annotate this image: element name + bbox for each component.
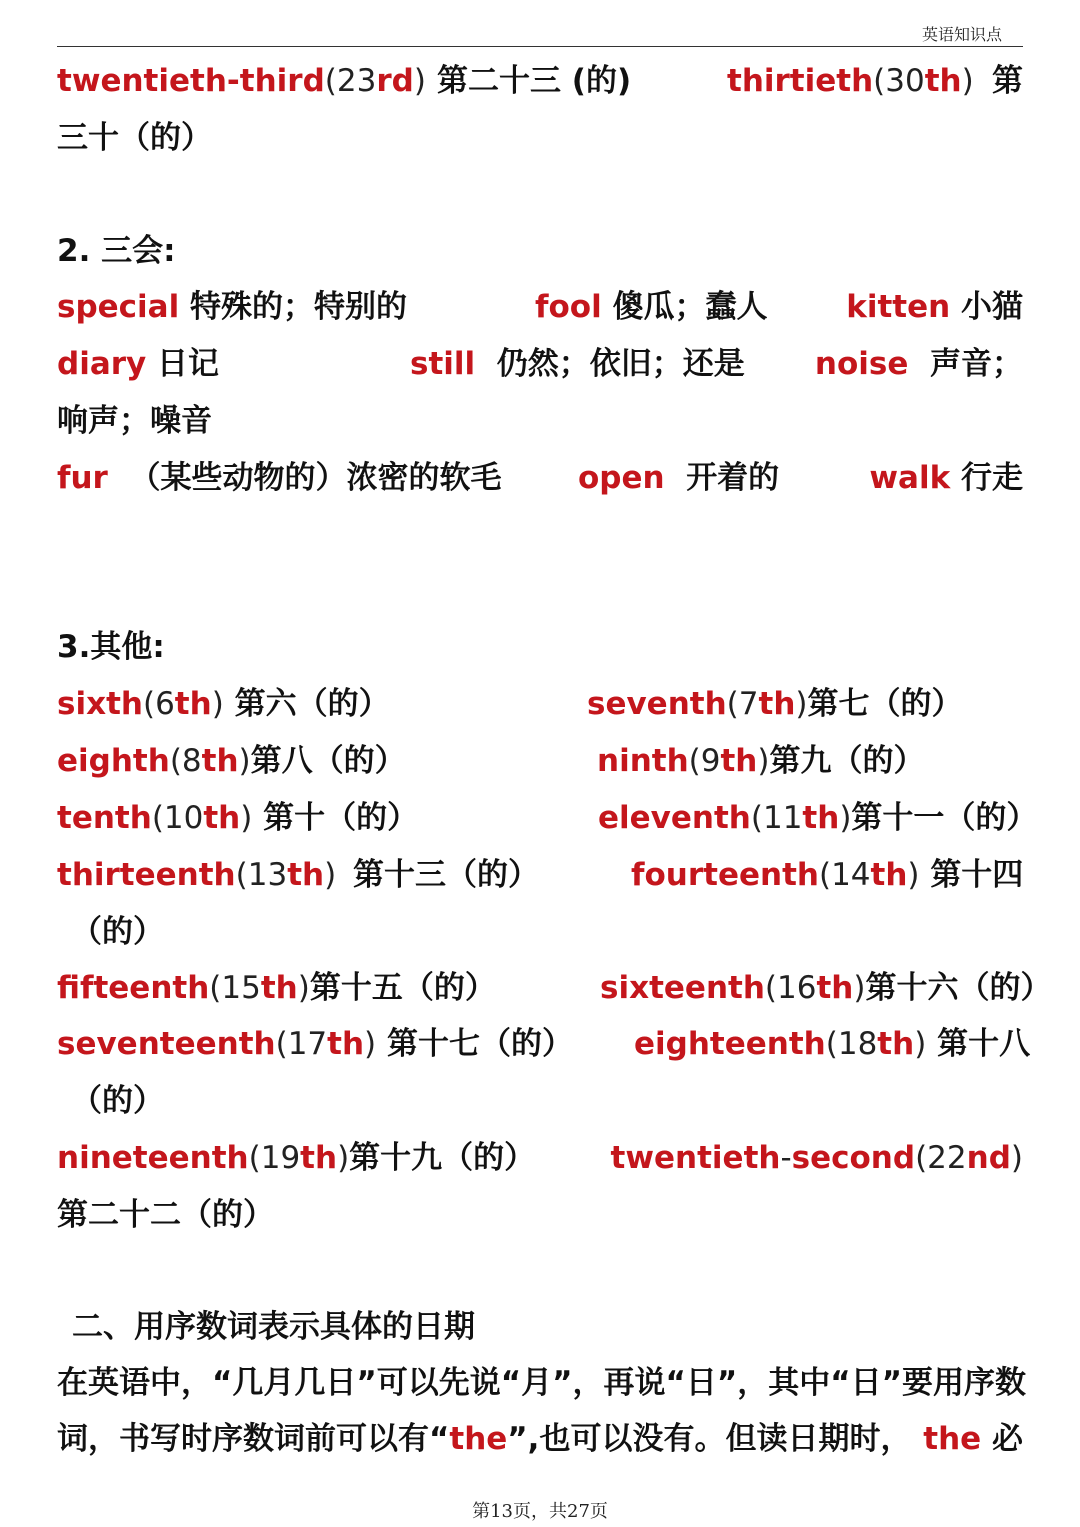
word-en: walk: [869, 460, 951, 496]
paren: ): [240, 800, 253, 836]
word-en: twentieth: [610, 1140, 781, 1176]
word-en: seventeenth: [57, 1026, 276, 1062]
paragraph-text: 词，书写时序数词前可以有“: [57, 1421, 450, 1457]
word-cn: 傻瓜；蠢人: [612, 289, 768, 325]
ordinal-entry: [57, 965, 496, 1011]
word-en: second: [791, 1140, 916, 1176]
hyphen: -: [780, 1140, 792, 1176]
word-en: eighth: [57, 743, 170, 779]
word-en: fifteenth: [57, 970, 210, 1006]
section-heading-dates: 二、用序数词表示具体的日期: [72, 1309, 475, 1345]
wrap-line: [57, 1192, 1023, 1238]
word-en: sixth: [57, 686, 143, 722]
suffix: th: [260, 970, 298, 1006]
suffix: th: [201, 743, 239, 779]
word-cn: （的）: [71, 914, 164, 950]
wrap-line: [57, 1078, 1023, 1124]
word-cn: 三十（的）: [57, 120, 212, 156]
ordinal-entry: [598, 795, 1037, 841]
paren: ): [853, 970, 866, 1006]
suffix: nd: [966, 1140, 1011, 1176]
number: (23: [324, 63, 377, 99]
word-en: tenth: [57, 800, 152, 836]
word-cn: 第: [992, 63, 1023, 99]
ordinal-entry: [587, 681, 963, 727]
number: (22: [915, 1140, 967, 1176]
number: (7: [726, 686, 759, 722]
vocab-entry: [869, 455, 1023, 501]
word-cn: （的）: [71, 1083, 164, 1119]
ordinal-entry: [57, 852, 336, 898]
word-cn: 第六（的）: [234, 686, 390, 722]
ordinal-entry: [57, 738, 406, 784]
word-cn: 仍然；依旧；还是: [496, 346, 745, 382]
word-en: still: [410, 346, 476, 382]
ordinal-line-23-30: [57, 58, 1023, 104]
ordinal-row: [57, 1021, 1031, 1067]
ordinal-entry: [57, 681, 390, 727]
wrap-line: [57, 398, 1023, 444]
vocab-row: [57, 455, 1023, 501]
vocab-entry: [410, 341, 745, 387]
suffix: th: [327, 1026, 365, 1062]
paragraph-tail: [923, 1416, 1023, 1462]
number: (8: [169, 743, 202, 779]
paren: ): [795, 686, 808, 722]
word-en: special: [57, 289, 180, 325]
word-cn: 响声；噪音: [57, 403, 212, 439]
number: (15: [209, 970, 261, 1006]
word-en: eighteenth: [634, 1026, 826, 1062]
keyword-the: the: [923, 1421, 982, 1457]
word-cn: 第七（的）: [807, 686, 963, 722]
vocab-entry: [57, 455, 501, 501]
paren: ): [961, 63, 974, 99]
ordinal-entry: [631, 852, 1023, 898]
section-heading-3: 3.其他:: [57, 629, 165, 665]
paragraph-text: ”,也可以没有。但读日期时，: [507, 1421, 912, 1457]
number: (10: [151, 800, 204, 836]
paragraph-text: 必: [992, 1421, 1023, 1457]
suffix: th: [877, 1026, 915, 1062]
paren: ): [413, 63, 426, 99]
ordinal-entry: [600, 965, 1051, 1011]
ordinal-entry-30th: [727, 58, 974, 104]
vocab-entry: [578, 455, 779, 501]
wrap-line: [57, 909, 1023, 955]
number: (17: [275, 1026, 328, 1062]
number: (11: [750, 800, 803, 836]
paren: ): [364, 1026, 377, 1062]
vocab-entry: [815, 341, 1023, 387]
word-cn: 第八（的）: [250, 743, 406, 779]
suffix: th: [758, 686, 796, 722]
paren: ): [839, 800, 852, 836]
ordinal-row: [57, 965, 1052, 1011]
ordinal-entry: [57, 1021, 573, 1067]
word-cn: 第十八: [937, 1026, 1031, 1062]
number: (19: [248, 1140, 301, 1176]
vocab-row: [57, 284, 1023, 330]
suffix: th: [802, 800, 840, 836]
paragraph-line: [57, 1416, 1023, 1462]
word-en: fourteenth: [631, 857, 819, 893]
suffix: th: [924, 63, 962, 99]
word-en: open: [578, 460, 665, 496]
word-en: nineteenth: [57, 1140, 249, 1176]
ordinal-entry: [57, 1135, 535, 1181]
suffix: th: [870, 857, 908, 893]
word-cn: 第十（的）: [263, 800, 419, 836]
word-cn: 第十一（的）: [851, 800, 1038, 836]
word-en: twentieth-third: [57, 63, 325, 99]
number: (16: [764, 970, 817, 1006]
word-cn: 特殊的；特别的: [190, 289, 408, 325]
word-cn: 第十七（的）: [386, 1026, 573, 1062]
word-en: seventh: [587, 686, 727, 722]
ordinal-row: [57, 738, 1023, 784]
ordinal-entry: [611, 1135, 1023, 1181]
word-en: eleventh: [598, 800, 751, 836]
word-en: ninth: [597, 743, 689, 779]
word-cn: 第十六（的）: [865, 970, 1052, 1006]
page-number: 第13页，共27页: [472, 1501, 608, 1522]
ordinal-entry: [597, 738, 924, 784]
paragraph-line: [57, 1360, 1026, 1406]
suffix: rd: [376, 63, 414, 99]
word-en: kitten: [846, 289, 951, 325]
word-en: fur: [57, 460, 108, 496]
number: (13: [235, 857, 288, 893]
number: (30: [873, 63, 925, 99]
ordinal-row: [57, 1135, 1023, 1181]
wrap-line: [57, 115, 1023, 161]
ordinal-entry: [57, 795, 418, 841]
keyword-the: the: [449, 1421, 508, 1457]
word-cn: 第十五（的）: [309, 970, 496, 1006]
word-cn: 第十三（的）: [353, 857, 539, 893]
word-en: diary: [57, 346, 147, 382]
word-cn: （某些动物的）浓密的软毛: [129, 460, 502, 496]
paren: ): [297, 970, 310, 1006]
word-cn: 第九（的）: [769, 743, 925, 779]
suffix: th: [720, 743, 758, 779]
header-title: 英语知识点: [921, 25, 1002, 44]
suffix: th: [816, 970, 854, 1006]
number: (14: [818, 857, 871, 893]
section-heading-2: 2. 三会:: [57, 233, 176, 269]
vocab-entry: [57, 284, 407, 330]
suffix: th: [203, 800, 241, 836]
ordinal-row: [57, 681, 1023, 727]
paren: ): [324, 857, 337, 893]
ordinal-row: [57, 795, 1038, 841]
word-cn: 第十九（的）: [349, 1140, 536, 1176]
word-en: thirtieth: [727, 63, 874, 99]
suffix: th: [287, 857, 325, 893]
number: (6: [142, 686, 175, 722]
paren: ): [337, 1140, 350, 1176]
vocab-entry: [846, 284, 1023, 330]
word-en: thirteenth: [57, 857, 236, 893]
word-en: sixteenth: [600, 970, 765, 1006]
paren: ): [1010, 1140, 1023, 1176]
suffix: th: [300, 1140, 338, 1176]
ordinal-entry: [634, 1021, 1030, 1067]
paren: ): [914, 1026, 927, 1062]
header-divider: [57, 46, 1023, 47]
number: (18: [825, 1026, 878, 1062]
paren: ): [757, 743, 770, 779]
paren: ): [211, 686, 224, 722]
word-en: noise: [814, 346, 909, 382]
number: (9: [688, 743, 721, 779]
paren: ): [907, 857, 920, 893]
paragraph-text: 在英语中，“几月几日”可以先说“月”，再说“日”，其中“日”要用序数: [57, 1365, 1026, 1401]
ordinal-row: [57, 852, 1023, 898]
word-en: fool: [535, 289, 602, 325]
ordinal-entry-23rd: [57, 58, 426, 104]
suffix: th: [174, 686, 212, 722]
vocab-entry: [57, 341, 219, 387]
word-cn: 第二十三 (的): [437, 63, 632, 99]
vocab-entry: [535, 284, 768, 330]
word-cn: 第二十二（的）: [57, 1197, 274, 1233]
word-cn: 第十四: [930, 857, 1024, 893]
word-cn: 开着的: [686, 460, 780, 496]
vocab-row: [57, 341, 1023, 387]
word-cn: 声音；: [930, 346, 1023, 382]
paren: ): [238, 743, 251, 779]
word-cn: 日记: [157, 346, 220, 382]
word-cn: 行走: [961, 460, 1023, 496]
word-cn: 小猫: [961, 289, 1023, 325]
